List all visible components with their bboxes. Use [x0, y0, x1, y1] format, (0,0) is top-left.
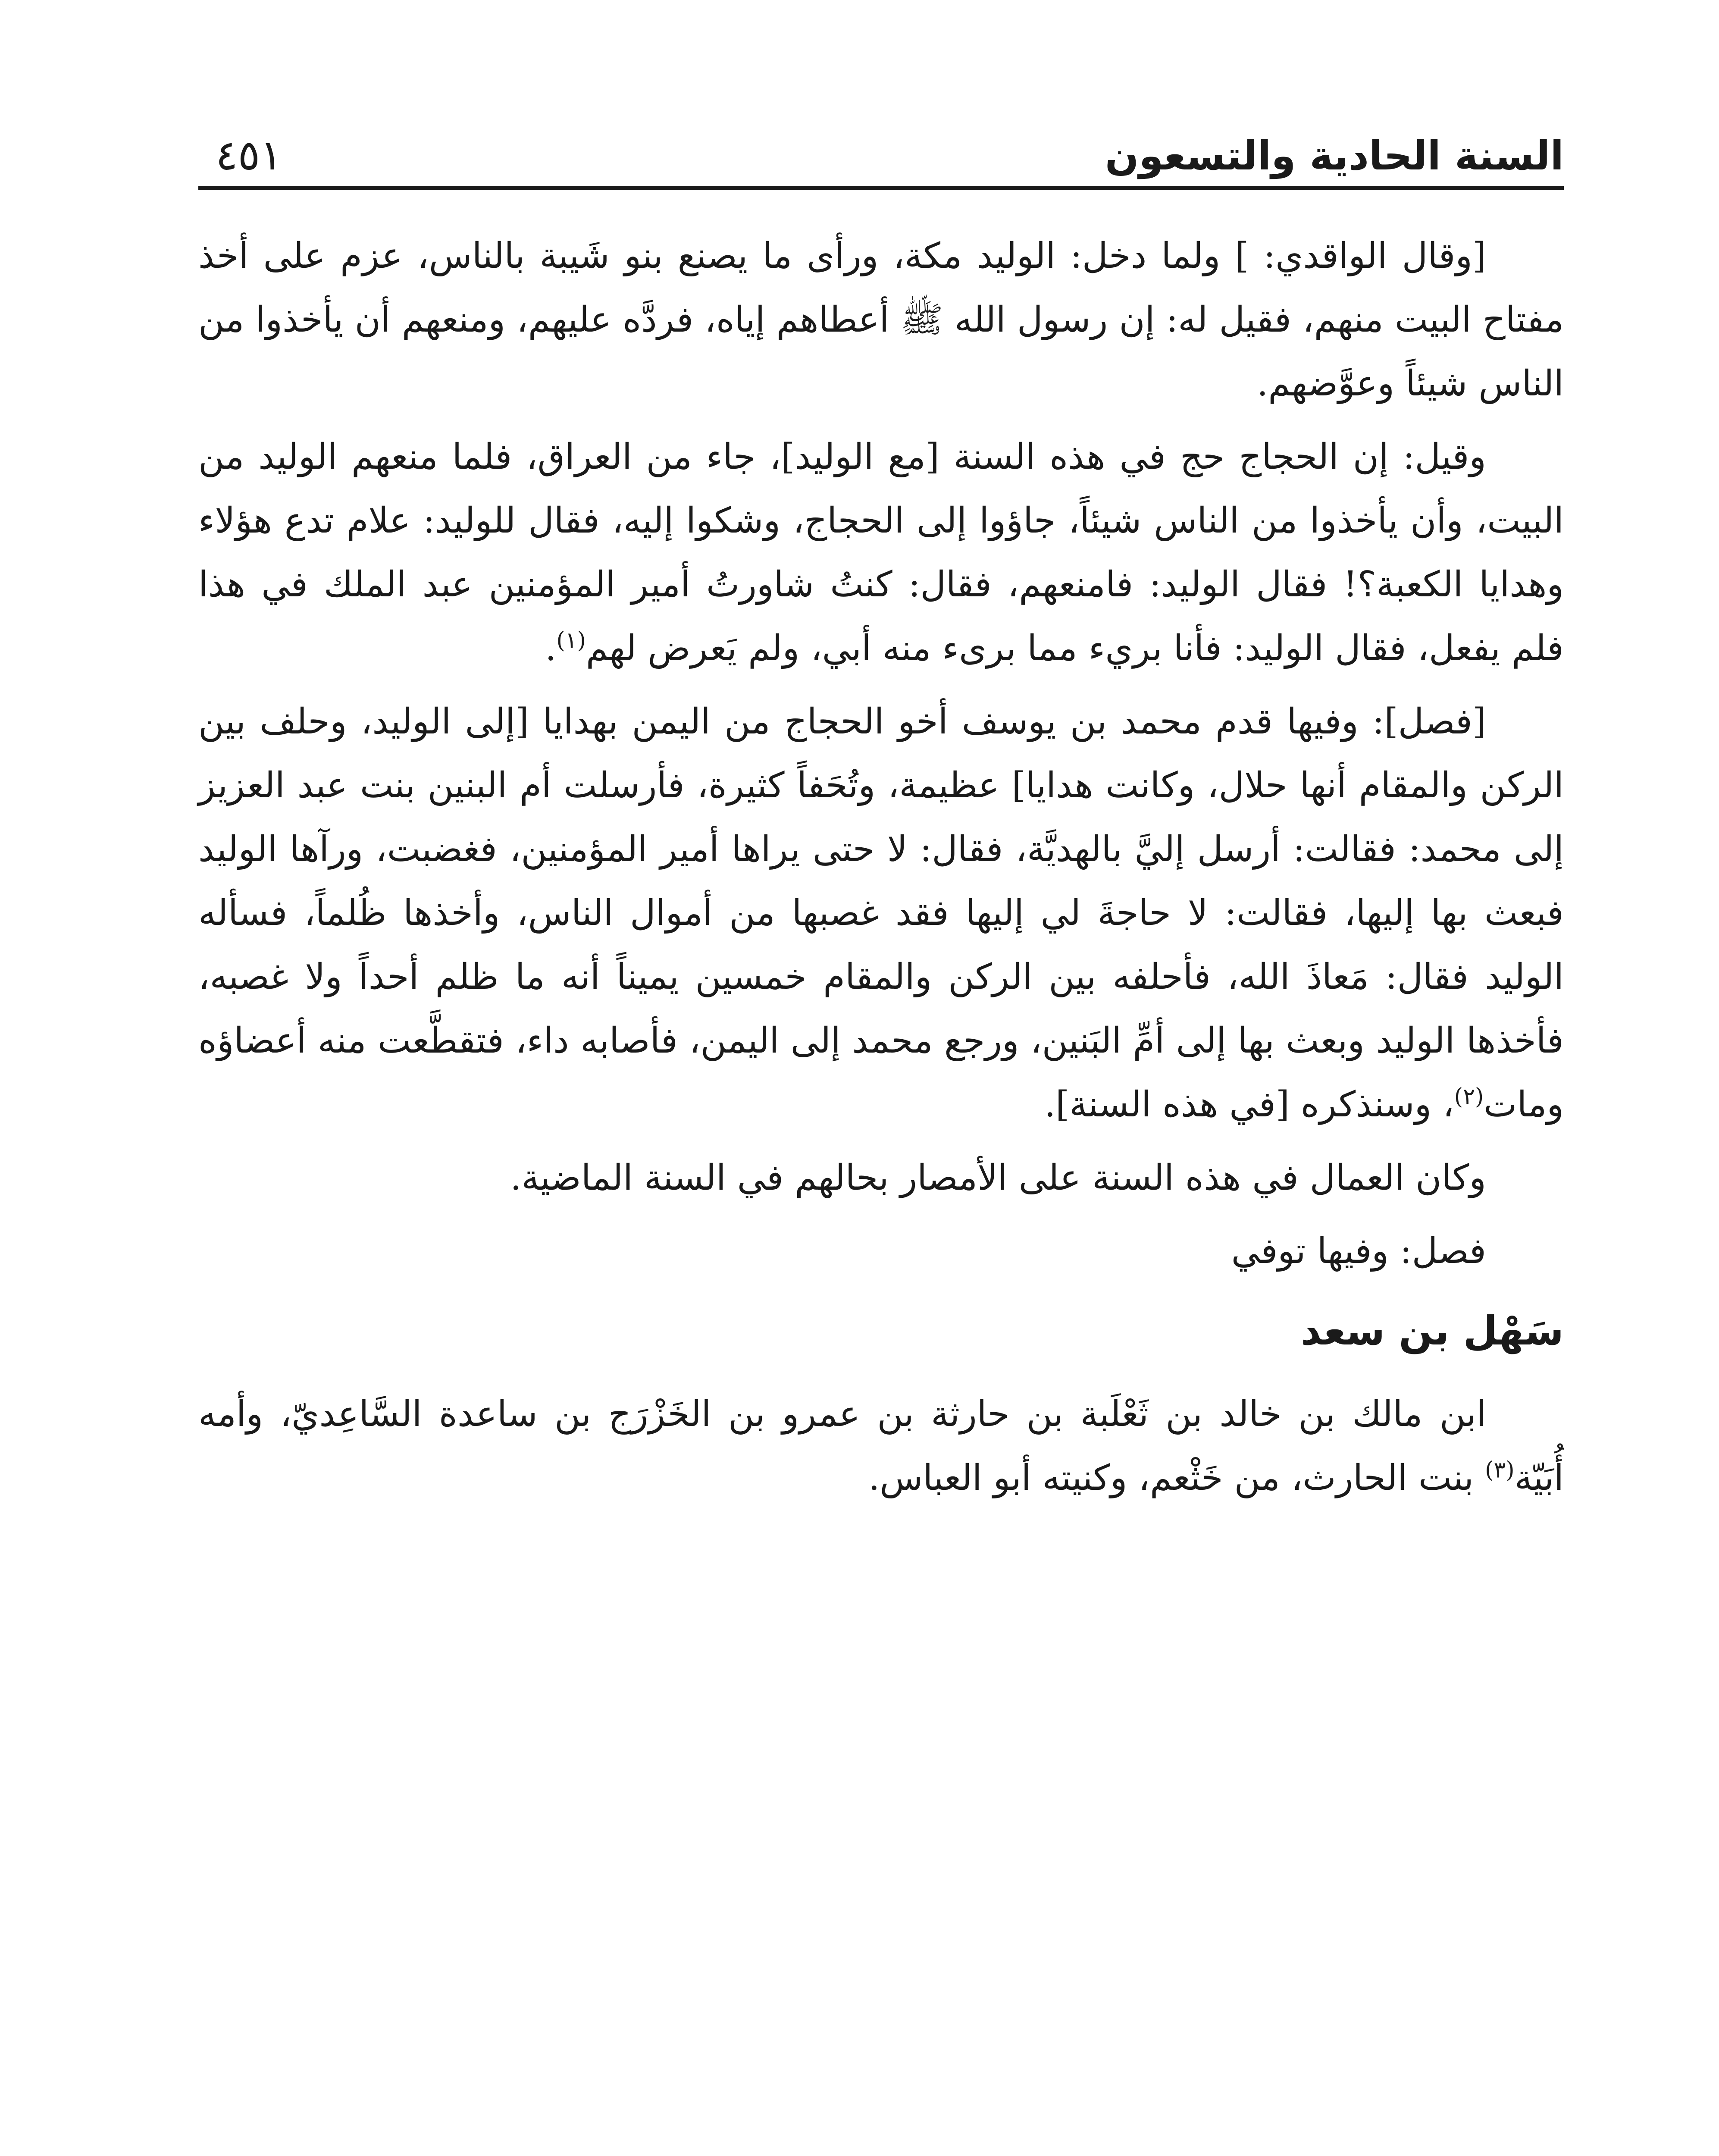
footnote-ref-2: (٢) — [1454, 1084, 1484, 1110]
footnote-ref-1: (١) — [556, 627, 586, 654]
paragraph-3 — [198, 690, 1564, 1137]
paragraph-6 — [198, 1382, 1564, 1510]
paragraph-3-text: [فصل]: وفيها قدم محمد بن يوسف أخو الحجاج من اليمن بهدايا [إلى الوليد، وحلف بين الركن والمقام أنها حلال، وكانت هدايا] عظيمة، وتُحَفاً كثيرة، فأرسلت أم البنين بنت عبد العزيز إلى محمد: فقالت: أرسل إليَّ بالهديَّة، فقال: لا حتى يراها أمير المؤمنين، فغضبت، ورآها الوليد فبعث بها إليها، فقالت: لا حاجةَ لي إليها فقد غصبها من أموال الناس، وأخذها ظُلماً، فسأله الوليد فقال: مَعاذَ الله، فأحلفه بين الركن والمقام خمسين يميناً أنه ما ظلم أحداً ولا غصبه، فأخذها الوليد وبعث بها إلى أمِّ البَنين، ورجع محمد إلى اليمن، فأصابه داء، فتقطَّعت منه أعضاؤه ومات — [198, 701, 1564, 1125]
paragraph-3-end: ، وسنذكره [في هذه السنة]. — [1044, 1084, 1454, 1125]
paragraph-4: وكان العمال في هذه السنة على الأمصار بحالهم في السنة الماضية. — [510, 1157, 1486, 1198]
paragraph-6-end: بنت الحارث، من خَثْعم، وكنيته أبو العباس. — [868, 1457, 1485, 1498]
section-heading: سَهْل بن سعد — [1300, 1308, 1564, 1354]
page-header — [198, 125, 1564, 185]
paragraph-2-text: وقيل: إن الحجاج حج في هذه السنة [مع الوليد]، جاء من العراق، فلما منعهم الوليد من البيت، وأن يأخذوا من الناس شيئاً، جاؤوا إلى الحجاج، وشكوا إليه، فقال للوليد: علام تدع هؤلاء وهدايا الكعبة؟! فقال الوليد: فامنعهم، فقال: كنتُ شاورتُ أمير المؤمنين عبد الملك في هذا فلم يفعل، فقال الوليد: فأنا بريء مما برىء منه أبي، ولم يَعرض لهم — [198, 436, 1564, 669]
paragraph-6-text: ابن مالك بن خالد بن ثَعْلَبة بن حارثة بن عمرو بن الخَزْرَج بن ساعدة السَّاعِديّ، وأمه أُبَيّة — [198, 1394, 1564, 1498]
running-title: السنة الحادية والتسعون — [1105, 133, 1564, 179]
main-text — [198, 224, 1564, 1520]
paragraph-1: [وقال الواقدي: ] ولما دخل: الوليد مكة، ورأى ما يصنع بنو شَيبة بالناس، عزم على أخذ مفتاح البيت منهم، فقيل له: إن رسول الله ﷺ أعطاهم إياه، فردَّه عليهم، ومنعهم أن يأخذوا من الناس شيئاً وعوَّضهم. — [198, 235, 1564, 404]
footnote-ref-3: (٣) — [1485, 1457, 1515, 1483]
paragraph-2 — [198, 425, 1564, 680]
paragraph-5: فصل: وفيها توفي — [1231, 1231, 1486, 1272]
header-rule — [198, 186, 1564, 190]
page-number: ٤٥١ — [216, 131, 282, 179]
paragraph-2-end: . — [545, 628, 557, 669]
